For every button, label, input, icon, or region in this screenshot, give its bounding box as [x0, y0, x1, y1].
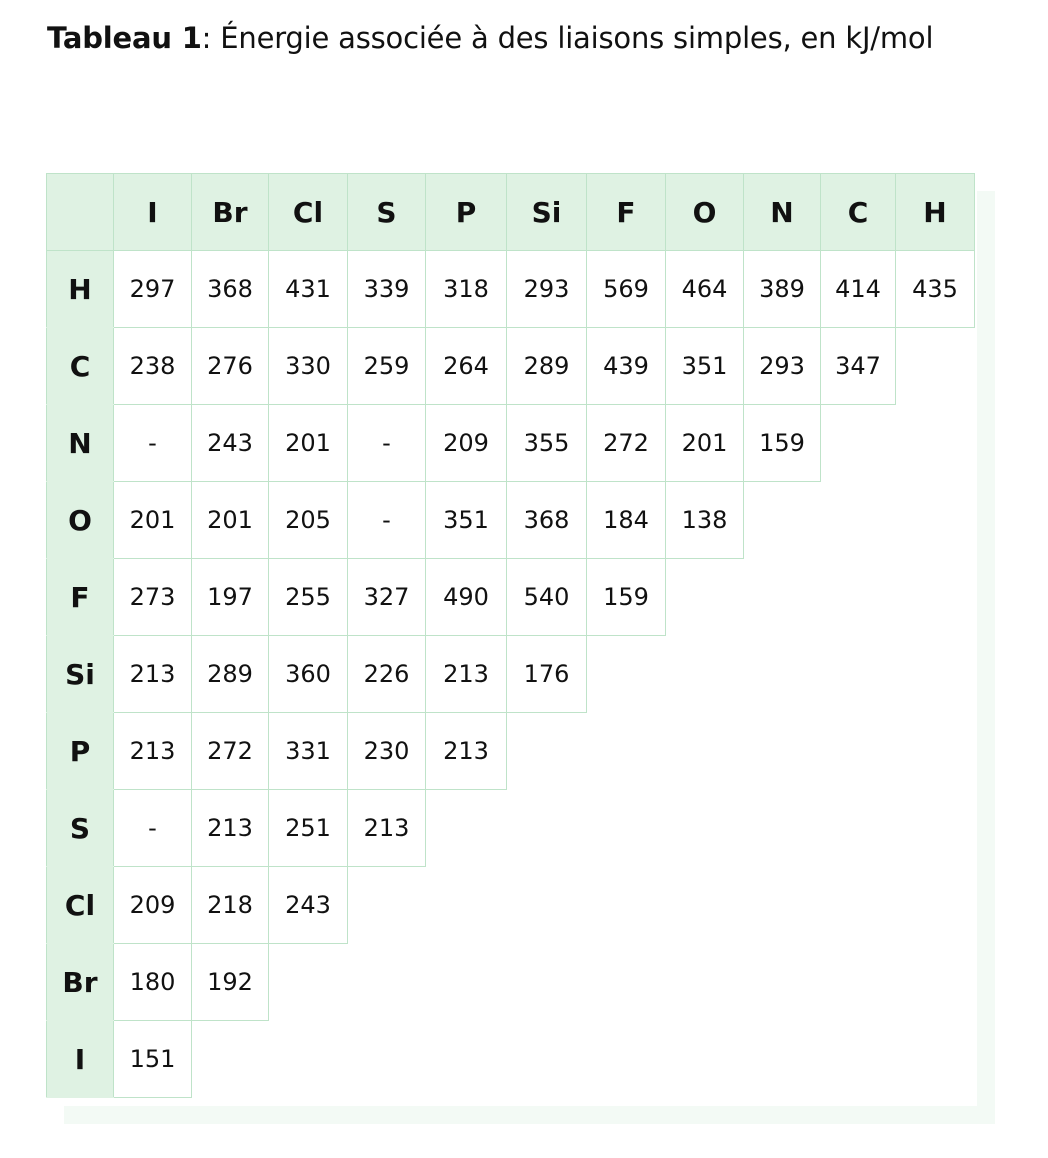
empty-cell [821, 559, 896, 636]
empty-cell [821, 405, 896, 482]
empty-cell [896, 559, 975, 636]
bond-energy-cell: 272 [587, 405, 666, 482]
empty-cell [744, 790, 821, 867]
empty-cell [587, 636, 666, 713]
bond-energy-cell: 213 [114, 713, 192, 790]
bond-energy-cell: 351 [426, 482, 507, 559]
table-row [47, 944, 975, 1021]
row-header: H [47, 251, 114, 328]
bond-energy-cell: 414 [821, 251, 896, 328]
empty-cell [896, 944, 975, 1021]
empty-cell [896, 1021, 975, 1098]
column-header: I [114, 174, 192, 251]
bond-energy-cell: 209 [426, 405, 507, 482]
bond-energy-cell: 213 [426, 636, 507, 713]
empty-cell [821, 790, 896, 867]
row-header: S [47, 790, 114, 867]
row-header: Si [47, 636, 114, 713]
bond-energy-cell: 264 [426, 328, 507, 405]
bond-energy-cell: 192 [192, 944, 269, 1021]
empty-cell [269, 1021, 348, 1098]
bond-energy-cell: 272 [192, 713, 269, 790]
empty-cell [744, 1021, 821, 1098]
empty-cell [744, 867, 821, 944]
column-header: Cl [269, 174, 348, 251]
empty-cell [744, 636, 821, 713]
table-row [47, 713, 975, 790]
bond-energy-cell: 213 [426, 713, 507, 790]
column-header: H [896, 174, 975, 251]
bond-energy-cell: 276 [192, 328, 269, 405]
table-row [47, 636, 975, 713]
empty-cell [587, 867, 666, 944]
empty-cell [507, 713, 587, 790]
bond-energy-cell: 569 [587, 251, 666, 328]
bond-energy-cell: 243 [192, 405, 269, 482]
table-row [47, 405, 975, 482]
caption-label: Tableau 1 [47, 21, 202, 55]
bond-energy-cell: 201 [269, 405, 348, 482]
empty-cell [269, 944, 348, 1021]
bond-energy-cell: 464 [666, 251, 744, 328]
row-header: Br [47, 944, 114, 1021]
bond-energy-cell: 431 [269, 251, 348, 328]
empty-cell [666, 559, 744, 636]
column-header: S [348, 174, 426, 251]
empty-cell [666, 867, 744, 944]
empty-cell [821, 867, 896, 944]
row-header: F [47, 559, 114, 636]
bond-energy-cell: 351 [666, 328, 744, 405]
bond-energy-cell: - [348, 482, 426, 559]
bond-energy-cell: 297 [114, 251, 192, 328]
column-header: P [426, 174, 507, 251]
column-header: Br [192, 174, 269, 251]
bond-energy-cell: 205 [269, 482, 348, 559]
row-header: N [47, 405, 114, 482]
empty-cell [744, 482, 821, 559]
bond-energy-cell: 327 [348, 559, 426, 636]
bond-energy-cell: 490 [426, 559, 507, 636]
empty-cell [666, 944, 744, 1021]
empty-cell [896, 636, 975, 713]
bond-energy-cell: 273 [114, 559, 192, 636]
empty-cell [896, 328, 975, 405]
bond-energy-cell: 389 [744, 251, 821, 328]
column-header: O [666, 174, 744, 251]
header-row [47, 174, 975, 251]
bond-energy-cell: 355 [507, 405, 587, 482]
empty-cell [426, 867, 507, 944]
bond-energy-cell: 339 [348, 251, 426, 328]
empty-cell [426, 1021, 507, 1098]
empty-cell [587, 1021, 666, 1098]
empty-cell [587, 713, 666, 790]
caption-text: : Énergie associée à des liaisons simples, en kJ/mol [201, 21, 934, 55]
corner-cell [47, 174, 114, 251]
bond-energy-cell: - [348, 405, 426, 482]
bond-energy-cell: 238 [114, 328, 192, 405]
table-row [47, 328, 975, 405]
bond-energy-cell: 318 [426, 251, 507, 328]
empty-cell [348, 1021, 426, 1098]
bond-energy-cell: 197 [192, 559, 269, 636]
bond-energy-cell: 368 [192, 251, 269, 328]
bond-energy-cell: 259 [348, 328, 426, 405]
bond-energy-cell: 347 [821, 328, 896, 405]
empty-cell [896, 867, 975, 944]
column-header: F [587, 174, 666, 251]
bond-energy-cell: 159 [744, 405, 821, 482]
table-caption [47, 18, 933, 58]
bond-energy-cell: 439 [587, 328, 666, 405]
bond-energy-cell: 138 [666, 482, 744, 559]
bond-energy-cell: 289 [507, 328, 587, 405]
table-row [47, 251, 975, 328]
table-row [47, 559, 975, 636]
empty-cell [896, 790, 975, 867]
empty-cell [192, 1021, 269, 1098]
bond-energy-cell: 213 [348, 790, 426, 867]
bond-energy-cell: 151 [114, 1021, 192, 1098]
empty-cell [666, 1021, 744, 1098]
bond-energy-cell: 201 [192, 482, 269, 559]
bond-energy-cell: 360 [269, 636, 348, 713]
bond-energy-cell: 213 [114, 636, 192, 713]
bond-energy-cell: 331 [269, 713, 348, 790]
empty-cell [426, 790, 507, 867]
bond-energy-cell: 255 [269, 559, 348, 636]
empty-cell [666, 790, 744, 867]
bond-energy-cell: 218 [192, 867, 269, 944]
empty-cell [896, 713, 975, 790]
bond-energy-cell: 213 [192, 790, 269, 867]
row-header: Cl [47, 867, 114, 944]
row-header: C [47, 328, 114, 405]
bond-energy-cell: 540 [507, 559, 587, 636]
bond-energy-cell: 435 [896, 251, 975, 328]
table-row [47, 482, 975, 559]
table-body [47, 251, 975, 1098]
bond-energy-cell: - [114, 790, 192, 867]
bond-energy-cell: 159 [587, 559, 666, 636]
empty-cell [426, 944, 507, 1021]
bond-energy-table [46, 173, 975, 1098]
empty-cell [507, 790, 587, 867]
empty-cell [744, 944, 821, 1021]
bond-energy-cell: 330 [269, 328, 348, 405]
empty-cell [507, 1021, 587, 1098]
column-header: N [744, 174, 821, 251]
bond-energy-cell: 293 [507, 251, 587, 328]
empty-cell [587, 944, 666, 1021]
empty-cell [896, 482, 975, 559]
bond-energy-cell: 176 [507, 636, 587, 713]
bond-energy-table-container [46, 173, 977, 1106]
bond-energy-cell: 201 [114, 482, 192, 559]
bond-energy-cell: 293 [744, 328, 821, 405]
empty-cell [744, 713, 821, 790]
column-header: C [821, 174, 896, 251]
empty-cell [666, 636, 744, 713]
empty-cell [744, 559, 821, 636]
bond-energy-cell: 230 [348, 713, 426, 790]
empty-cell [821, 944, 896, 1021]
bond-energy-cell: 368 [507, 482, 587, 559]
empty-cell [348, 867, 426, 944]
empty-cell [507, 944, 587, 1021]
empty-cell [821, 1021, 896, 1098]
empty-cell [821, 482, 896, 559]
table-row [47, 790, 975, 867]
bond-energy-cell: 226 [348, 636, 426, 713]
table-row [47, 867, 975, 944]
bond-energy-cell: 251 [269, 790, 348, 867]
column-header: Si [507, 174, 587, 251]
empty-cell [348, 944, 426, 1021]
empty-cell [821, 713, 896, 790]
row-header: P [47, 713, 114, 790]
empty-cell [507, 867, 587, 944]
row-header: O [47, 482, 114, 559]
bond-energy-cell: 209 [114, 867, 192, 944]
empty-cell [821, 636, 896, 713]
bond-energy-cell: 243 [269, 867, 348, 944]
empty-cell [587, 790, 666, 867]
empty-cell [666, 713, 744, 790]
bond-energy-cell: 289 [192, 636, 269, 713]
bond-energy-cell: 201 [666, 405, 744, 482]
row-header: I [47, 1021, 114, 1098]
table-row [47, 1021, 975, 1098]
empty-cell [896, 405, 975, 482]
bond-energy-cell: 180 [114, 944, 192, 1021]
bond-energy-cell: 184 [587, 482, 666, 559]
bond-energy-cell: - [114, 405, 192, 482]
